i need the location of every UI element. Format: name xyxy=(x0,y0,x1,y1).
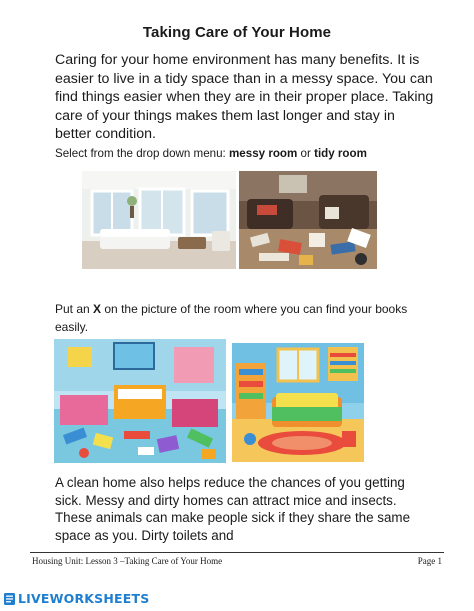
messy-living-room-photo[interactable] xyxy=(239,171,377,269)
tidy-bedroom-illustration[interactable] xyxy=(232,343,364,462)
outro-paragraph: A clean home also helps reduce the chances of you getting sick. Messy and dirty homes can attract mice and insects. These animals can make people sick if they share the same space as you. Dirty toilets and xyxy=(55,475,411,543)
select-instruction-prefix: Select from the drop down menu: xyxy=(55,147,229,160)
option-tidy-room: tidy room xyxy=(314,147,367,160)
liveworksheets-logo[interactable] xyxy=(4,590,149,606)
x-instruction-suffix: on the picture of the room where you can find your books easily. xyxy=(55,302,408,334)
page-title: Taking Care of Your Home xyxy=(142,24,332,41)
footer-lesson-title: Housing Unit: Lesson 3 –Taking Care of Your Home xyxy=(32,556,223,566)
x-mark: X xyxy=(93,302,102,316)
liveworksheets-wordmark: LIVEWORKSHEETS xyxy=(18,590,150,606)
intro-paragraph: Caring for your home environment has many benefits. It is easier to live in a tidy space than in a messy space. You can find things easier when they are in their proper place. Taking care of your things makes them last longer and stay in better condition. xyxy=(55,52,434,143)
footer-page-number: Page 1 xyxy=(417,556,442,566)
select-instruction xyxy=(55,146,445,161)
option-messy-room: messy room xyxy=(229,147,298,160)
tidy-living-room-photo[interactable] xyxy=(82,171,236,269)
x-instruction xyxy=(55,300,435,336)
x-instruction-prefix: Put an xyxy=(55,302,94,316)
liveworksheets-icon xyxy=(4,592,15,604)
footer-divider xyxy=(30,552,444,553)
messy-bedroom-illustration[interactable] xyxy=(54,339,226,463)
select-instruction-joiner: or xyxy=(297,147,315,160)
